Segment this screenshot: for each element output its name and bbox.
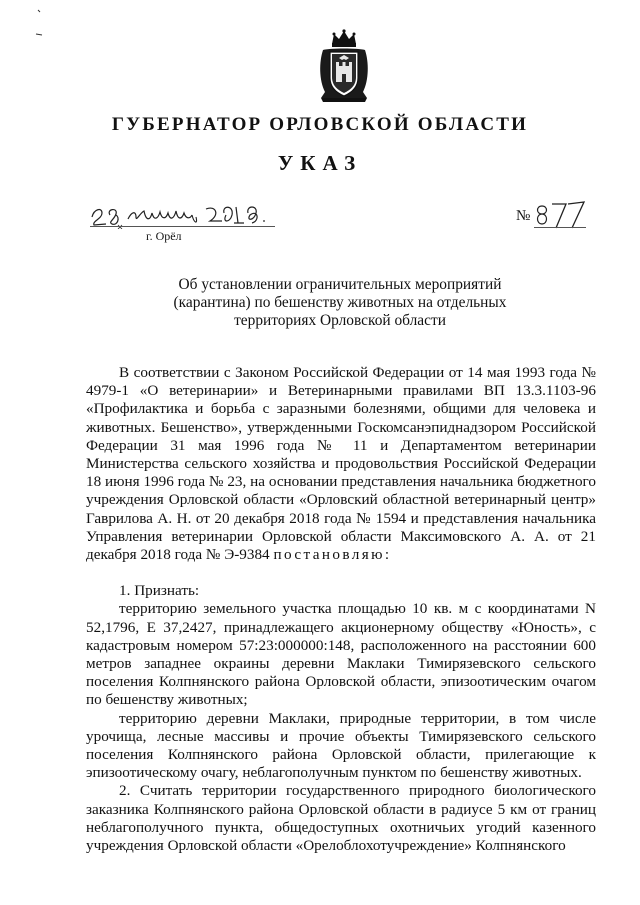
coat-of-arms-emblem [315, 28, 373, 103]
issuer-title: ГУБЕРНАТОР ОРЛОВСКОЙ ОБЛАСТИ [111, 114, 529, 135]
decree-body [86, 364, 596, 855]
item-1-paragraph: территорию земельного участка площадью 10 кв. м с координатами N 52,1796, E 37,2427, принадлежащего акционерному обществу «Юность», с кадастровым номером 57:23:000000:148, расположенного на расстоянии 600 метров западнее окраины деревни Маклаки Тимирязевского сельского поселения Колпнянского района Орловской области, эпизоотическим очагом по бешенству животных; [86, 600, 596, 709]
number-underline [534, 227, 586, 228]
stray-pen-mark [32, 8, 46, 48]
decree-subject [150, 276, 530, 331]
handwritten-date [88, 195, 278, 229]
subject-line: (карантина) по бешенству животных на отдельных [173, 294, 507, 312]
number-label: № [516, 208, 531, 224]
resolution-word: постановляю: [273, 546, 392, 564]
item-1-heading: 1. Признать: [119, 582, 200, 600]
preamble-text: В соответствии с Законом Российской Федерации от 14 мая 1993 года № 4979-1 «О ветеринарии» и Ветеринарными правилами ВП 13.3.1103-96 «Профилактика и борьба с заразными болезнями, общими для человека и животных. Бешенство», утвержденными Госкомсанэпиднадзором Российской Федерации 31 мая 1996 года № 11 и Департаментом ветеринарии Министерства сельского хозяйства и продовольствия Российской Федерации 18 июня 1996 года № 23, на основании представления начальника бюджетного учреждения Орловской области «Орловский областной ветеринарный центр» Гаврилова А. Н. от 20 декабря 2018 года № 1594 и представления начальника Управления ветеринарии Орловской области Максимовского А. А. от 21 декабря 2018 года № Э-9384 [86, 364, 596, 564]
issue-city: г. Орёл [146, 229, 182, 243]
subject-line: территориях Орловской области [234, 312, 446, 330]
date-underline [90, 226, 275, 227]
subject-line: Об установлении ограничительных мероприятий [178, 276, 502, 293]
document-type-title: УКАЗ [277, 151, 363, 175]
item-1-paragraph: территорию деревни Маклаки, природные территории, в том числе урочища, лесные массивы и прочие объекты Тимирязевского сельского поселения Колпнянского района Орловской области, прилегающие к эпизоотическому очагу, неблагополучным пунктом по бешенству животных. [86, 709, 596, 782]
item-2-paragraph: 2. Считать территории государственного природного биологического заказника Колпнянского района Орловской области в радиусе 5 км от границ неблагополучного пункта, общедоступных охотничьих угодий казенного учреждения Орловской области «Орелоблохотучреждение» Колпнянского [86, 782, 596, 855]
handwritten-number [534, 196, 590, 230]
preamble-paragraph [86, 364, 596, 564]
